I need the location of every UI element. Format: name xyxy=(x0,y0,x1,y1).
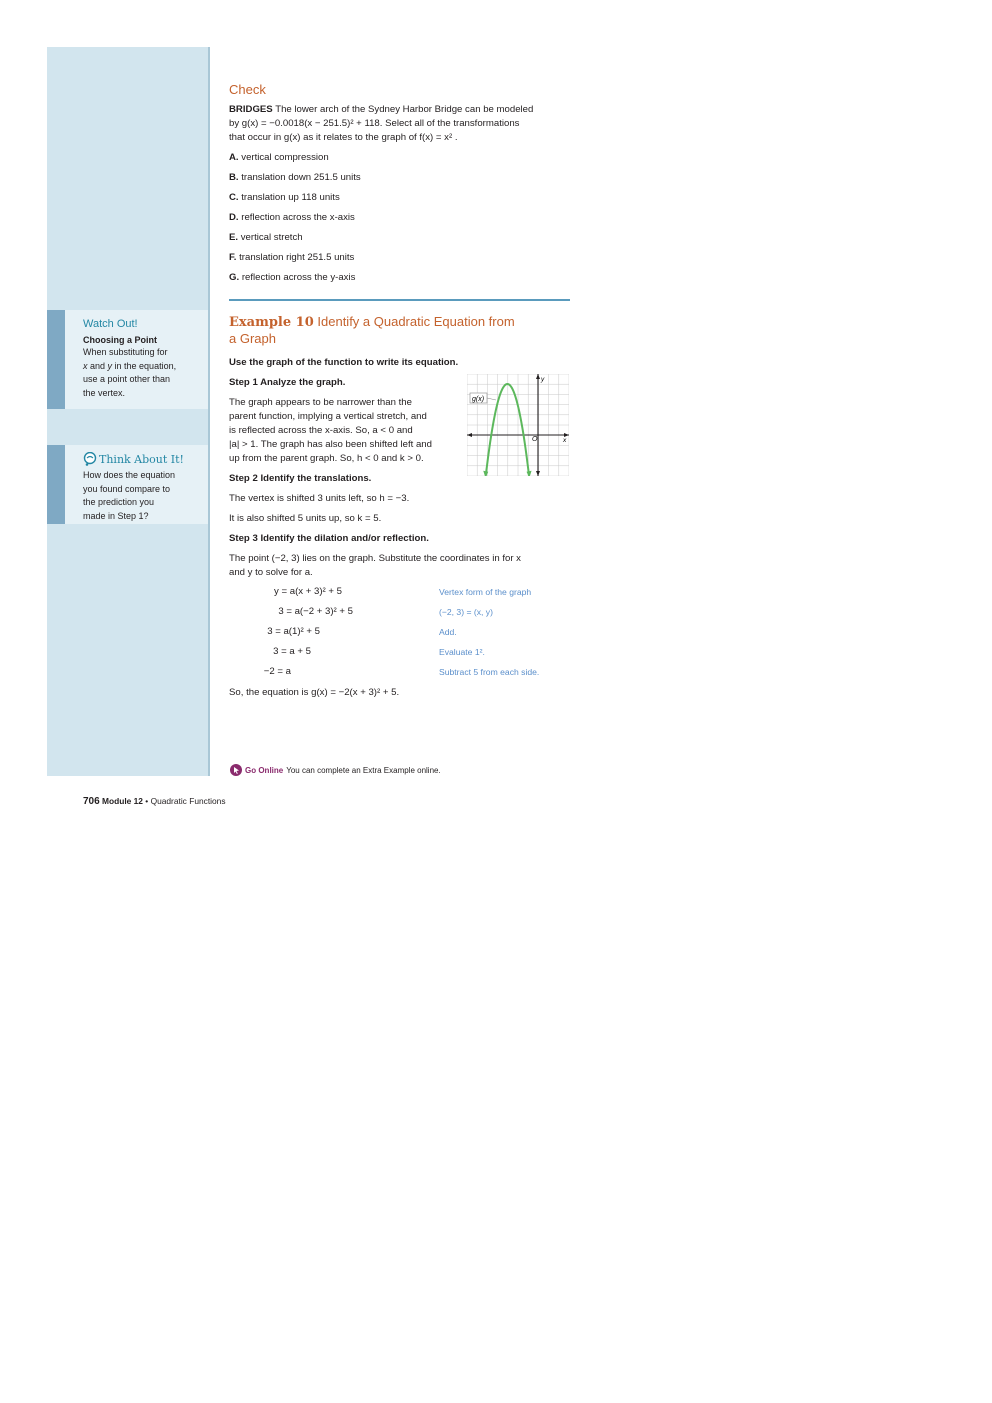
equation-left: 3 = a(1)² + 5 xyxy=(267,626,320,637)
prompt-label: BRIDGES xyxy=(229,104,273,115)
box-accent-bar xyxy=(47,310,65,409)
option-c[interactable]: C. translation up 118 units xyxy=(229,192,340,203)
example-title-a: Identify a Quadratic Equation from xyxy=(317,314,515,329)
option-d[interactable]: D. reflection across the x-axis xyxy=(229,212,355,223)
think-line: the prediction you xyxy=(83,497,155,507)
conclusion: So, the equation is g(x) = −2(x + 3)² + 5. xyxy=(229,687,400,698)
step1-line: The graph appears to be narrower than the xyxy=(229,397,412,408)
think-about-it-box xyxy=(47,445,208,524)
think-title-text: Think About It! xyxy=(99,452,184,466)
equation-note: Subtract 5 from each side. xyxy=(439,667,540,677)
equation-note: Vertex form of the graph xyxy=(439,587,532,597)
go-online-link[interactable] xyxy=(230,764,441,776)
step1-line: is reflected across the x-axis. So, a < 0 and xyxy=(229,425,413,436)
step1-heading: Step 1 Analyze the graph. xyxy=(229,377,346,388)
footer-topic: Quadratic Functions xyxy=(150,796,226,806)
prompt-line: by g(x) = −0.0018(x − 251.5)² + 118. Select all of the transformations xyxy=(229,118,520,129)
equation-note: Evaluate 1². xyxy=(439,647,485,657)
option-f[interactable]: F. translation right 251.5 units xyxy=(229,252,355,263)
watch-out-subtitle: Choosing a Point xyxy=(83,335,157,345)
example-title xyxy=(229,314,559,347)
watch-out-title: Watch Out! xyxy=(83,318,138,330)
origin-label: O xyxy=(532,436,538,443)
graph-grid xyxy=(467,374,569,476)
think-about-it-title xyxy=(83,452,202,466)
function-label: g(x) xyxy=(472,396,485,403)
instruction: Use the graph of the function to write its equation. xyxy=(229,357,459,368)
step1-line: |a| > 1. The graph has also been shifted left and xyxy=(229,439,432,450)
x-axis-label: x xyxy=(563,437,567,444)
example-number: Example 10 xyxy=(229,315,314,330)
step2-heading: Step 2 Identify the translations. xyxy=(229,473,372,484)
prompt-line: that occur in g(x) as it relates to the graph of f(x) = x² . xyxy=(229,132,458,143)
step1-text xyxy=(229,396,469,466)
example-title-b: a Graph xyxy=(229,331,276,346)
cursor-icon xyxy=(230,764,242,776)
quadratic-graph xyxy=(467,374,569,476)
function-label-leader xyxy=(487,398,496,400)
equation-note: (−2, 3) = (x, y) xyxy=(439,607,493,617)
watch-out-line: the vertex. xyxy=(83,387,126,398)
think-line: made in Step 1? xyxy=(83,510,149,521)
equation-left: −2 = a xyxy=(263,666,291,677)
step3-line: The point (−2, 3) lies on the graph. Substitute the coordinates in for x xyxy=(229,553,521,564)
module-label: Module 12 xyxy=(102,796,143,806)
page-number: 706 xyxy=(83,796,100,807)
watch-out-box xyxy=(47,310,208,409)
option-a[interactable]: A. vertical compression xyxy=(229,152,329,163)
box-accent-bar xyxy=(47,445,65,524)
go-online-text: You can complete an Extra Example online. xyxy=(286,765,441,775)
step1-line: parent function, implying a vertical stretch, and xyxy=(229,411,427,422)
watch-out-line: x and y in the equation, xyxy=(83,360,177,371)
y-axis-label: y xyxy=(541,376,545,383)
check-prompt xyxy=(229,103,574,145)
option-g[interactable]: G. reflection across the y-axis xyxy=(229,272,356,283)
check-title: Check xyxy=(229,82,266,97)
footer-separator: • xyxy=(145,796,149,806)
think-line: How does the equation xyxy=(83,470,176,480)
equation-left: 3 = a + 5 xyxy=(273,646,311,657)
equation-left: 3 = a(−2 + 3)² + 5 xyxy=(278,606,353,617)
option-b[interactable]: B. translation down 251.5 units xyxy=(229,172,361,183)
step2-line1: The vertex is shifted 3 units left, so h = −3. xyxy=(229,493,410,504)
prompt-line: The lower arch of the Sydney Harbor Bridge can be modeled xyxy=(275,104,534,115)
parabola-curve xyxy=(486,384,529,476)
step1-line: up from the parent graph. So, h < 0 and k > 0. xyxy=(229,453,424,464)
go-online-label: Go Online xyxy=(245,765,284,775)
x-axis-arrow-left xyxy=(467,433,472,437)
equation-note: Add. xyxy=(439,627,457,637)
section-divider xyxy=(229,299,570,301)
think-line: you found compare to xyxy=(83,483,171,494)
step3-text xyxy=(229,552,574,580)
watch-out-line: When substituting for xyxy=(83,347,168,357)
thought-bubble-icon xyxy=(83,452,97,466)
step2-line2: It is also shifted 5 units up, so k = 5. xyxy=(229,513,382,524)
equation-left: y = a(x + 3)² + 5 xyxy=(274,586,342,597)
y-axis-arrow-up xyxy=(536,374,540,379)
page-footer xyxy=(83,796,226,807)
watch-out-line: use a point other than xyxy=(83,374,171,384)
option-e[interactable]: E. vertical stretch xyxy=(229,232,303,243)
step3-line: and y to solve for a. xyxy=(229,567,313,578)
step3-heading: Step 3 Identify the dilation and/or reflection. xyxy=(229,533,429,544)
